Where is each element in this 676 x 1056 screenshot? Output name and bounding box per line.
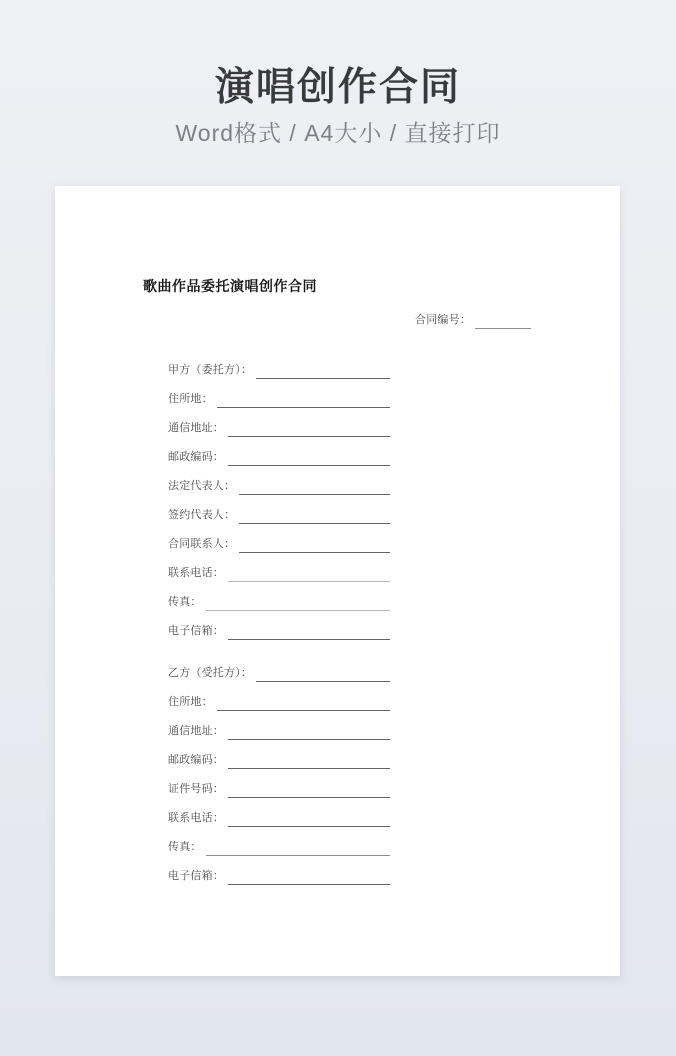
- form-field-row: [168, 350, 390, 379]
- field-blank-line: [228, 726, 390, 740]
- field-label: 邮政编码：: [168, 754, 224, 766]
- form-field-row: [168, 582, 390, 611]
- field-label: 签约代表人：: [168, 509, 236, 521]
- contract-number-label: 合同编号：: [415, 314, 471, 326]
- field-blank-line: [228, 626, 390, 640]
- field-blank-line: [228, 423, 390, 437]
- field-label: 法定代表人：: [168, 480, 236, 492]
- field-blank-line: [228, 568, 390, 582]
- field-label: 电子信箱：: [168, 625, 224, 637]
- form-field-row: [168, 379, 390, 408]
- field-blank-line: [206, 597, 390, 611]
- form-field-row: [168, 769, 390, 798]
- form-field-row: [168, 653, 390, 682]
- field-blank-line: [239, 510, 390, 524]
- form-field-row: [168, 524, 390, 553]
- contract-number-blank-line: [475, 315, 531, 329]
- field-blank-line: [228, 871, 390, 885]
- field-blank-line: [228, 452, 390, 466]
- form-field-row: [168, 408, 390, 437]
- field-blank-line: [256, 365, 390, 379]
- party-b-fields: [168, 653, 390, 885]
- field-blank-line: [228, 813, 390, 827]
- party-a-fields: [168, 350, 390, 640]
- form-field-row: [168, 827, 390, 856]
- form-field-row: [168, 682, 390, 711]
- field-label: 邮政编码：: [168, 451, 224, 463]
- form-field-row: [168, 553, 390, 582]
- field-label: 联系电话：: [168, 812, 224, 824]
- field-label: 合同联系人：: [168, 538, 236, 550]
- field-label: 甲方（委托方）：: [168, 364, 253, 376]
- form-field-row: [168, 798, 390, 827]
- field-blank-line: [206, 842, 390, 856]
- field-label: 联系电话：: [168, 567, 224, 579]
- field-label: 乙方（受托方）：: [168, 667, 253, 679]
- field-label: 证件号码：: [168, 783, 224, 795]
- form-field-row: [168, 740, 390, 769]
- field-label: 电子信箱：: [168, 870, 224, 882]
- contract-number-row: [415, 300, 531, 329]
- form-field-row: [168, 495, 390, 524]
- field-blank-line: [256, 668, 390, 682]
- field-blank-line: [228, 755, 390, 769]
- field-label: 通信地址：: [168, 725, 224, 737]
- form-field-row: [168, 856, 390, 885]
- field-blank-line: [217, 697, 390, 711]
- document-title: 歌曲作品委托演唱创作合同: [143, 278, 317, 294]
- banner-title: 演唱创作合同: [214, 66, 461, 109]
- field-label: 传真：: [168, 596, 202, 608]
- field-blank-line: [239, 481, 390, 495]
- banner-subtitle: Word格式 / A4大小 / 直接打印: [175, 120, 501, 146]
- document-page-preview: [55, 186, 620, 976]
- field-blank-line: [228, 784, 390, 798]
- field-blank-line: [217, 394, 390, 408]
- form-field-row: [168, 466, 390, 495]
- field-label: 住所地：: [168, 393, 213, 405]
- template-banner: [0, 0, 676, 147]
- field-blank-line: [239, 539, 390, 553]
- field-label: 通信地址：: [168, 422, 224, 434]
- field-label: 住所地：: [168, 696, 213, 708]
- form-field-row: [168, 611, 390, 640]
- form-field-row: [168, 437, 390, 466]
- field-label: 传真：: [168, 841, 202, 853]
- form-field-row: [168, 711, 390, 740]
